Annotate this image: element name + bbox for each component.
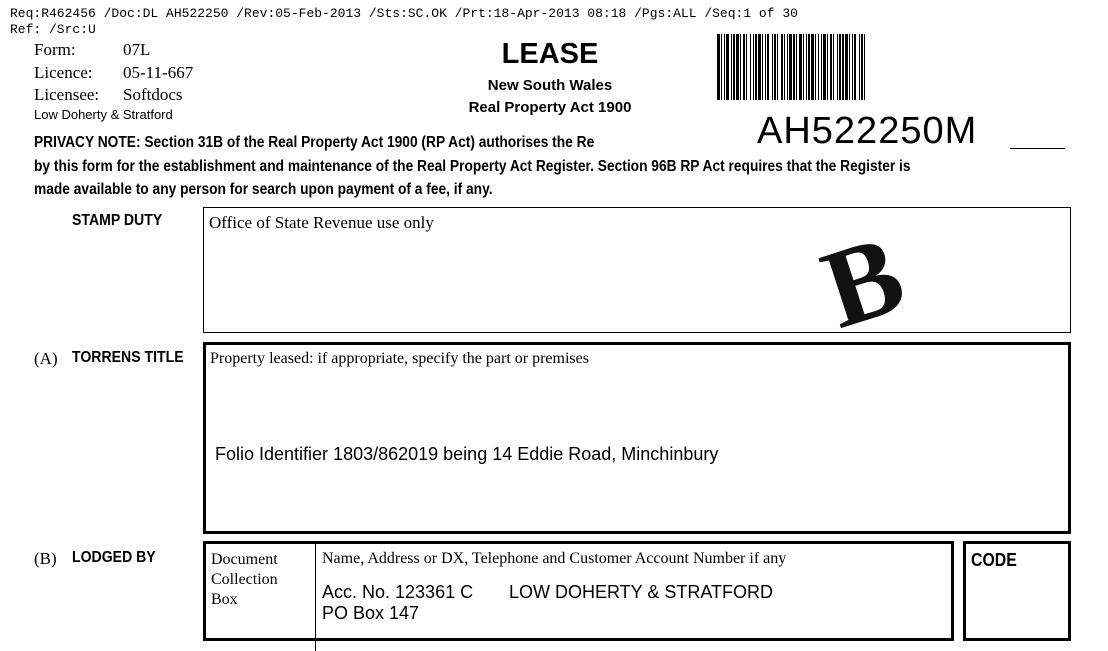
document-title: LEASE — [501, 38, 599, 70]
form-label: Form: — [34, 40, 76, 59]
stamp-letter-mark: B — [808, 211, 919, 353]
licensee-value: Softdocs — [123, 85, 183, 104]
lodged-box-divider — [315, 541, 316, 651]
privacy-note-line-3: made available to any person for search upon payment of a fee, if any. — [34, 181, 493, 198]
torrens-title-box — [203, 342, 1071, 534]
property-folio-identifier: Folio Identifier 1803/862019 being 14 Eddie Road, Minchinbury — [215, 444, 719, 464]
torrens-prefix: (A) — [34, 349, 58, 368]
lodged-prefix: (B) — [34, 549, 57, 568]
barcode-bar — [865, 34, 867, 100]
dcb-line-3: Box — [211, 591, 238, 608]
state-name: New South Wales — [487, 77, 613, 94]
privacy-note-line-2: by this form for the establishment and maintenance of the Real Property Act Register. Section 96B RP Act requires that the Register is — [34, 158, 911, 175]
privacy-note-line-1: PRIVACY NOTE: Section 31B of the Real Property Act 1900 (RP Act) authorises the Re — [34, 134, 595, 151]
code-box — [963, 541, 1071, 641]
header-line-2: Ref: /Src:U — [10, 22, 96, 37]
firm-name: Low Doherty & Stratford — [34, 107, 173, 122]
torrens-box-heading: Property leased: if appropriate, specify the part or premises — [210, 350, 589, 367]
po-box: PO Box 147 — [322, 603, 420, 623]
act-name: Real Property Act 1900 — [468, 99, 632, 116]
licensee-label: Licensee: — [34, 85, 100, 104]
dcb-line-2: Collection — [211, 571, 278, 588]
dcb-line-1: Document — [211, 551, 278, 568]
lodged-box-heading: Name, Address or DX, Telephone and Customer Account Number if any — [322, 550, 787, 567]
doc-number-rule — [1010, 148, 1065, 149]
lodged-by-label: LODGED BY — [72, 549, 156, 566]
document-number: AH522250M — [757, 110, 978, 152]
code-label: CODE — [971, 550, 1017, 570]
lodging-firm: LOW DOHERTY & STRATFORD — [509, 582, 774, 602]
licence-value: 05-11-667 — [123, 63, 194, 82]
stamp-duty-label: STAMP DUTY — [72, 212, 163, 229]
torrens-title-label: TORRENS TITLE — [72, 349, 184, 366]
stamp-duty-box — [203, 207, 1071, 333]
lodged-by-box — [203, 541, 954, 641]
form-value: 07L — [123, 40, 151, 59]
stamp-duty-box-text: Office of State Revenue use only — [209, 213, 434, 232]
barcode-image — [717, 34, 1015, 100]
header-line-1: Req:R462456 /Doc:DL AH522250 /Rev:05-Feb-2013 /Sts:SC.OK /Prt:18-Apr-2013 08:18 /Pgs:ALL /Seq:1 of 30 — [10, 6, 798, 21]
document-collection-box-label — [211, 550, 278, 610]
account-number: Acc. No. 123361 C — [322, 582, 474, 602]
licence-label: Licence: — [34, 63, 93, 82]
